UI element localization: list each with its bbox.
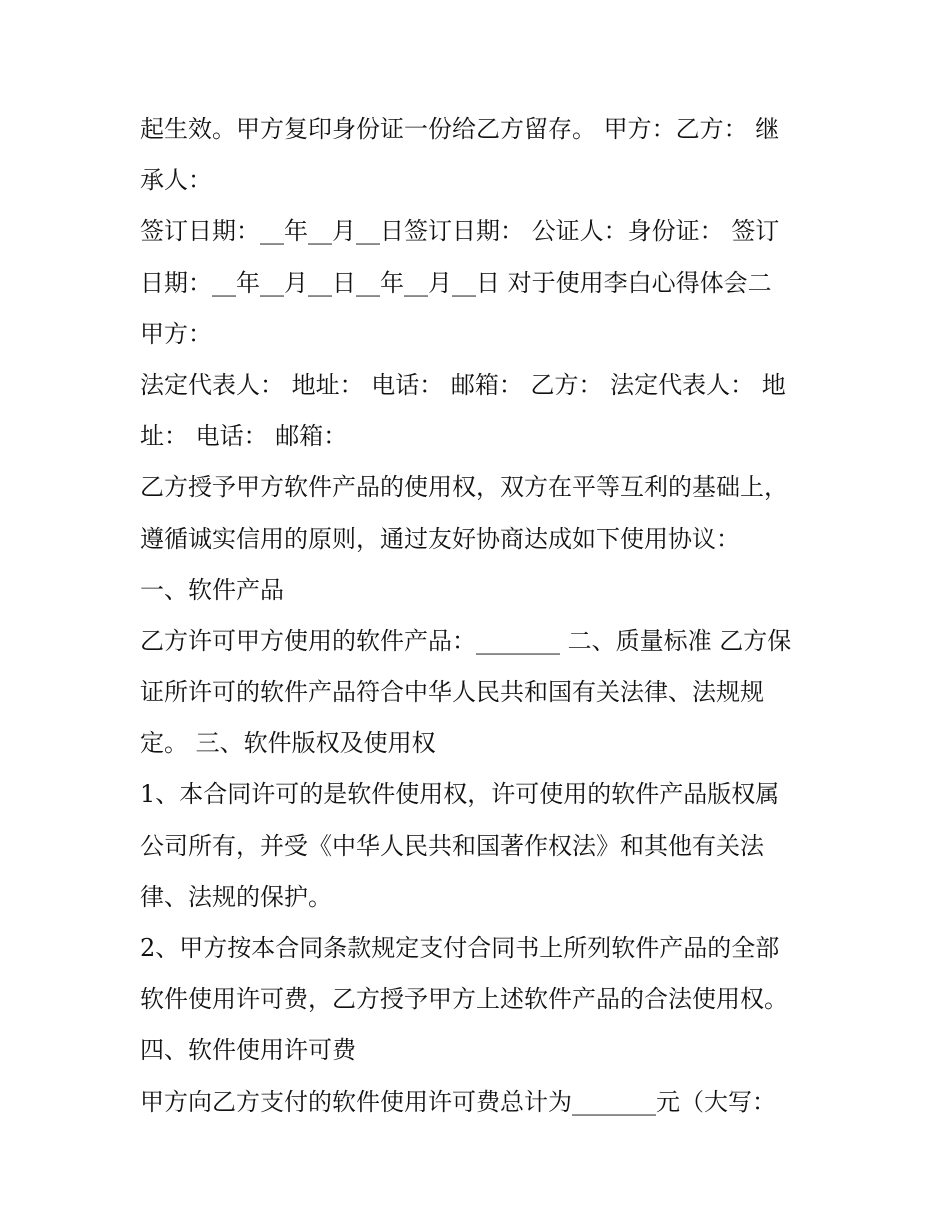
text-line: 软件使用许可费，乙方授予甲方上述软件产品的合法使用权。 <box>140 985 788 1014</box>
text-line: 乙方许可甲方使用的软件产品：_______ 二、质量标准 乙方保 <box>140 626 792 655</box>
text-line: 承人： <box>140 166 212 195</box>
text-line: 乙方授予甲方软件产品的使用权，双方在平等互利的基础上， <box>140 473 788 502</box>
section-heading: 四、软件使用许可费 <box>140 1036 356 1065</box>
text-line: 定。 三、软件版权及使用权 <box>140 729 436 758</box>
text-line: 起生效。甲方复印身份证一份给乙方留存。 甲方：乙方： 继 <box>140 115 780 143</box>
text-line: 甲方： <box>140 319 212 348</box>
text-line: 1、本合同许可的是软件使用权，许可使用的软件产品版权属 <box>140 780 780 809</box>
text-line: 证所许可的软件产品符合中华人民共和国有关法律、法规规 <box>140 678 764 707</box>
text-line: 日期：__年__月__日__年__月__日 对于使用李白心得体会二 <box>140 268 772 297</box>
text-line: 公司所有，并受《中华人民共和国著作权法》和其他有关法 <box>140 831 764 860</box>
text-line: 律、法规的保护。 <box>140 882 332 911</box>
text-line: 签订日期：__年__月__日签订日期： 公证人：身份证： 签订 <box>140 217 780 246</box>
text-line: 甲方向乙方支付的软件使用许可费总计为_______元（大写： <box>140 1087 776 1116</box>
text-line: 址： 电话： 邮箱： <box>140 422 348 451</box>
document-body <box>140 104 812 1128</box>
text-line: 遵循诚实信用的原则，通过友好协商达成如下使用协议： <box>140 524 740 553</box>
text-line: 法定代表人： 地址： 电话： 邮箱： 乙方： 法定代表人： 地 <box>140 370 786 399</box>
section-heading: 一、软件产品 <box>140 575 284 604</box>
text-line: 2、甲方按本合同条款规定支付合同书上所列软件产品的全部 <box>140 934 780 962</box>
